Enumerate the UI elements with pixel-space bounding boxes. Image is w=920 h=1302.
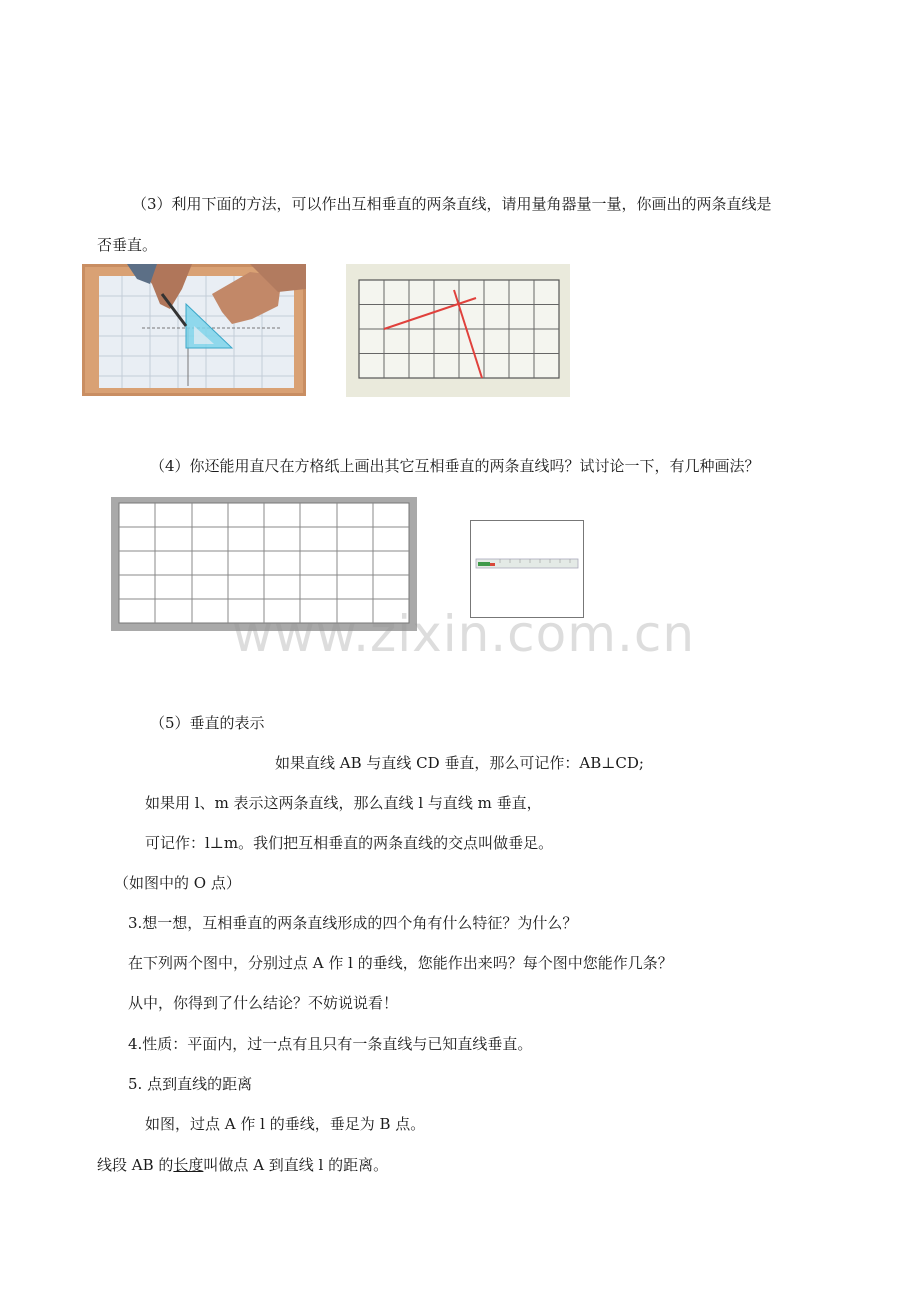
section3-text-line1: （3）利用下面的方法，可以作出互相垂直的两条直线，请用量角器量一量，你画出的两条直线是 — [132, 195, 772, 213]
section5-text-line2: 如果用 l、m 表示这两条直线，那么直线 l 与直线 m 垂直， — [145, 794, 542, 812]
item5-title: 5. 点到直线的距离 — [128, 1075, 253, 1093]
watermark: www.zixin.com.cn — [232, 605, 696, 663]
item3-text-line2: 在下列两个图中，分别过点 A 作 l 的垂线，您能作出来吗？每个图中您能作几条？ — [128, 954, 673, 972]
item5-underlined-term: 长度 — [173, 1156, 204, 1174]
section5-text-line1: 如果直线 AB 与直线 CD 垂直，那么可记作：AB⊥CD; — [275, 754, 644, 772]
section5-text-line4: （如图中的 O 点） — [114, 874, 241, 892]
grid-figure-red-lines — [346, 264, 570, 397]
item5-text-line2 — [97, 1155, 388, 1175]
item4-text-line1: 4.性质：平面内，过一点有且只有一条直线与已知直线垂直。 — [128, 1035, 533, 1053]
photo-set-square — [82, 264, 306, 396]
item5-line2-post: 叫做点 A 到直线 l 的距离。 — [203, 1156, 389, 1174]
section3-text-line2: 否垂直。 — [97, 236, 158, 254]
item5-line2-pre: 线段 AB 的 — [97, 1156, 174, 1174]
item5-text-line1: 如图，过点 A 作 l 的垂线，垂足为 B 点。 — [145, 1115, 426, 1133]
section4-text-line1: （4）你还能用直尺在方格纸上画出其它互相垂直的两条直线吗？试讨论一下，有几种画法？ — [150, 457, 760, 475]
item3-text-line1: 3.想一想，互相垂直的两条直线形成的四个角有什么特征？为什么？ — [128, 914, 578, 932]
section5-text-line3: 可记作：l⊥m。我们把互相垂直的两条直线的交点叫做垂足。 — [145, 834, 554, 852]
section5-title: （5）垂直的表示 — [150, 714, 265, 732]
item3-text-line3: 从中，你得到了什么结论？不妨说说看！ — [128, 994, 399, 1012]
